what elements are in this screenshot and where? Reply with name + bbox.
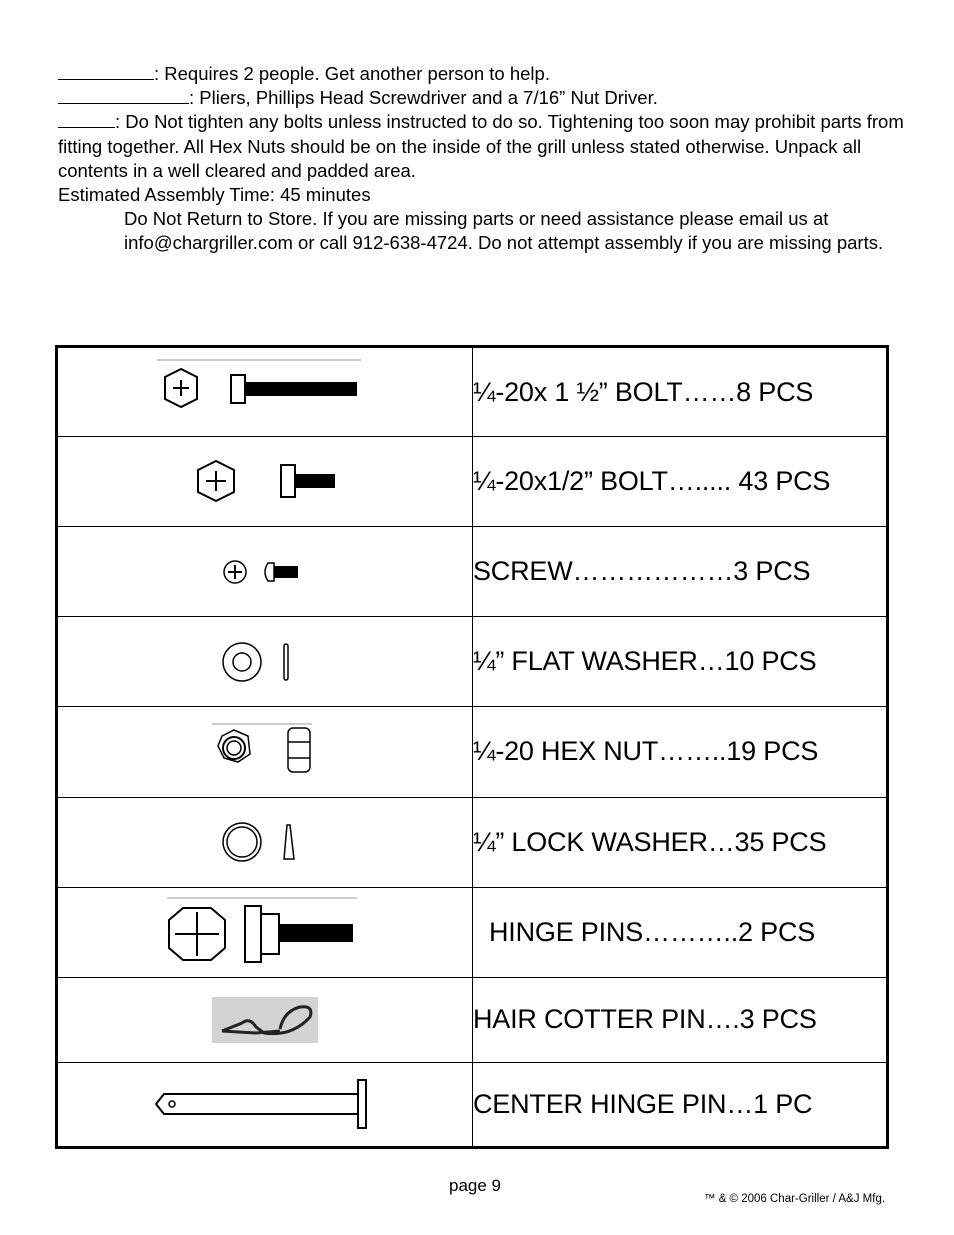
part-image-cell	[57, 977, 473, 1062]
part-image-cell	[57, 797, 473, 887]
people-note: : Requires 2 people. Get another person to help.	[154, 63, 550, 84]
part-label-text: ¼-20x 1 ½” BOLT……8 PCS	[473, 376, 814, 407]
part-image-cell	[57, 1062, 473, 1147]
intro-text	[58, 62, 908, 256]
table-row	[57, 617, 888, 707]
table-row	[57, 437, 888, 527]
part-image-cell	[57, 707, 473, 797]
missing-parts-note	[58, 207, 908, 255]
part-image-cell	[57, 437, 473, 527]
part-label-text: ¼” LOCK WASHER…35 PCS	[473, 826, 827, 857]
copyright: ™ & © 2006 Char-Griller / A&J Mfg.	[704, 1193, 886, 1205]
hair-cotter-pin-icon	[212, 997, 318, 1043]
blank-underline	[58, 112, 115, 128]
part-image-cell	[57, 347, 473, 437]
table-row	[57, 887, 888, 977]
lock-washer-icon	[220, 817, 310, 867]
parts-table	[55, 345, 889, 1149]
missing-parts-text: Do Not Return to Store. If you are missing parts or need assistance please email us at info@chargriller.com or call 912-638-4724. Do not attempt assembly if you are missing parts.	[124, 208, 884, 254]
part-label	[473, 707, 888, 797]
part-label-text: SCREW………………3 PCS	[473, 556, 811, 587]
intro-line-tools	[58, 86, 908, 110]
part-label	[473, 347, 888, 437]
part-label-text: ¼-20x1/2” BOLT…..... 43 PCS	[473, 466, 831, 497]
part-label-text: ¼” FLAT WASHER…10 PCS	[473, 646, 817, 677]
part-label	[473, 437, 888, 527]
intro-line-note	[58, 110, 908, 183]
short-bolt-icon	[190, 452, 340, 512]
hinge-pin-icon	[165, 896, 365, 968]
table-row	[57, 797, 888, 887]
table-row	[57, 1062, 888, 1147]
part-label	[473, 527, 888, 617]
intro-line-people	[58, 62, 908, 86]
part-image-cell	[57, 887, 473, 977]
part-label-text: HAIR COTTER PIN….3 PCS	[473, 1004, 817, 1035]
blank-underline	[58, 88, 189, 104]
blank-underline	[58, 64, 154, 80]
flat-washer-icon	[220, 637, 310, 687]
part-image-cell	[57, 527, 473, 617]
table-row	[57, 527, 888, 617]
part-image-cell	[57, 617, 473, 707]
screw-icon	[220, 552, 310, 592]
part-label-text: HINGE PINS………..2 PCS	[489, 916, 816, 947]
part-label	[473, 977, 888, 1062]
part-label	[473, 797, 888, 887]
assembly-time: Estimated Assembly Time: 45 minutes	[58, 184, 371, 206]
tools-note: : Pliers, Phillips Head Screwdriver and a 7/16” Nut Driver.	[189, 87, 658, 109]
table-row	[57, 707, 888, 797]
table-row	[57, 977, 888, 1062]
part-label	[473, 1062, 888, 1147]
assembly-note: : Do Not tighten any bolts unless instructed to do so. Tightening too soon may prohibit parts from fitting together. All Hex Nuts should be on the inside of the grill unless stated otherwise. Unpack all contents in a well cleared and padded area.	[58, 111, 904, 181]
table-row	[57, 347, 888, 437]
page-number: page 9	[449, 1176, 501, 1195]
part-label	[473, 617, 888, 707]
hex-nut-icon	[210, 722, 320, 782]
part-label-text: CENTER HINGE PIN…1 PC	[473, 1088, 813, 1119]
center-hinge-pin-icon	[152, 1076, 378, 1132]
part-label-text: ¼-20 HEX NUT……..19 PCS	[473, 736, 819, 767]
long-bolt-icon	[155, 357, 375, 427]
part-label	[473, 887, 888, 977]
